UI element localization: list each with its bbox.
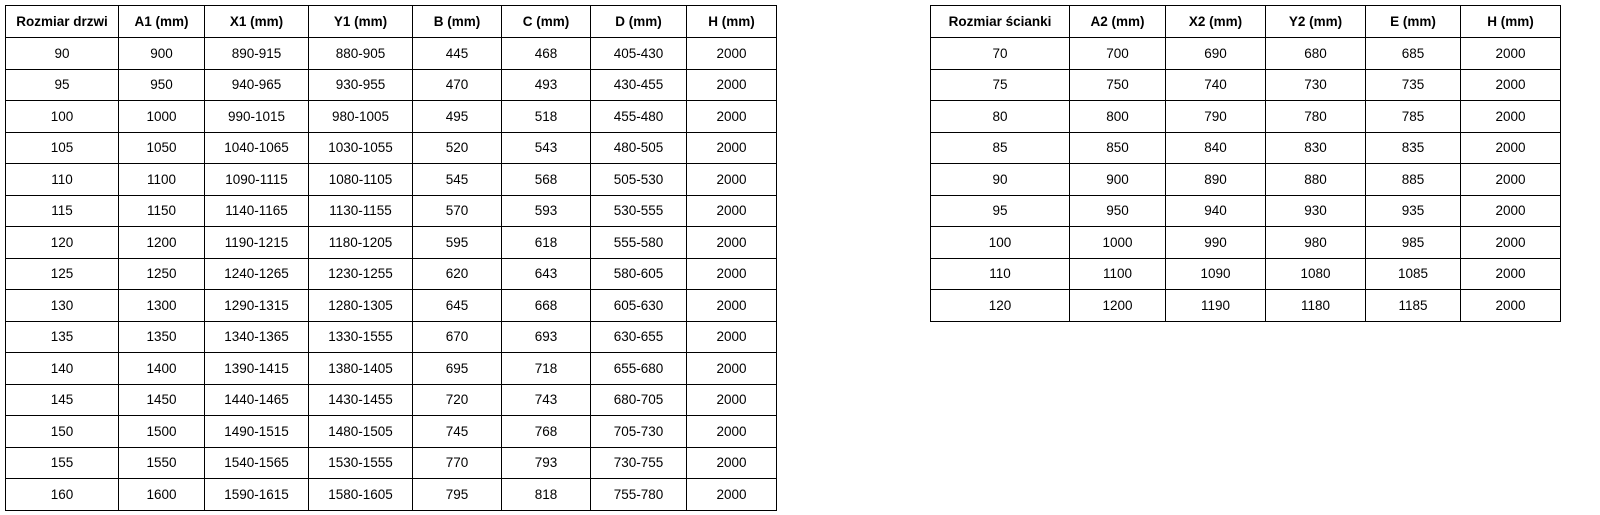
table-cell: 90 — [931, 164, 1070, 196]
table-cell: 950 — [1070, 195, 1166, 227]
table-cell: 2000 — [687, 353, 777, 385]
table-cell: 980-1005 — [309, 101, 413, 133]
table-cell: 830 — [1266, 132, 1366, 164]
table-cell: 120 — [6, 227, 119, 259]
table-cell: 620 — [413, 258, 502, 290]
table-cell: 990 — [1166, 227, 1266, 259]
table-cell: 1580-1605 — [309, 479, 413, 511]
table-cell: 568 — [502, 164, 591, 196]
table-cell: 135 — [6, 321, 119, 353]
wall-table-body — [931, 38, 1561, 322]
table-cell: 670 — [413, 321, 502, 353]
table-cell: 1400 — [119, 353, 205, 385]
table-cell: 1290-1315 — [205, 290, 309, 322]
table-cell: 668 — [502, 290, 591, 322]
column-header: A1 (mm) — [119, 6, 205, 38]
table-cell: 885 — [1366, 164, 1461, 196]
table-cell: 2000 — [1461, 101, 1561, 133]
table-cell: 930-955 — [309, 69, 413, 101]
table-cell: 740 — [1166, 69, 1266, 101]
table-cell: 110 — [6, 164, 119, 196]
table-cell: 1590-1615 — [205, 479, 309, 511]
table-row — [931, 164, 1561, 196]
table-cell: 80 — [931, 101, 1070, 133]
table-cell: 150 — [6, 416, 119, 448]
table-row — [6, 353, 777, 385]
table-cell: 2000 — [687, 416, 777, 448]
table-cell: 705-730 — [591, 416, 687, 448]
column-header: Y2 (mm) — [1266, 6, 1366, 38]
table-cell: 1240-1265 — [205, 258, 309, 290]
table-cell: 1190 — [1166, 290, 1266, 322]
table-cell: 2000 — [1461, 195, 1561, 227]
table-row — [6, 195, 777, 227]
table-row — [6, 384, 777, 416]
table-cell: 115 — [6, 195, 119, 227]
table-cell: 543 — [502, 132, 591, 164]
table-cell: 595 — [413, 227, 502, 259]
table-cell: 2000 — [687, 479, 777, 511]
table-cell: 160 — [6, 479, 119, 511]
table-cell: 1350 — [119, 321, 205, 353]
table-cell: 1180 — [1266, 290, 1366, 322]
table-cell: 405-430 — [591, 38, 687, 70]
table-cell: 2000 — [687, 227, 777, 259]
table-cell: 1540-1565 — [205, 447, 309, 479]
table-cell: 1080-1105 — [309, 164, 413, 196]
table-row — [6, 321, 777, 353]
table-cell: 940 — [1166, 195, 1266, 227]
table-row — [931, 227, 1561, 259]
column-header: H (mm) — [1461, 6, 1561, 38]
table-cell: 718 — [502, 353, 591, 385]
table-row — [931, 38, 1561, 70]
table-cell: 85 — [931, 132, 1070, 164]
table-header-row — [931, 6, 1561, 38]
table-cell: 730 — [1266, 69, 1366, 101]
table-row — [931, 258, 1561, 290]
table-cell: 1430-1455 — [309, 384, 413, 416]
table-row — [931, 69, 1561, 101]
table-cell: 745 — [413, 416, 502, 448]
table-cell: 1250 — [119, 258, 205, 290]
table-cell: 750 — [1070, 69, 1166, 101]
table-cell: 2000 — [687, 164, 777, 196]
table-cell: 1280-1305 — [309, 290, 413, 322]
table-cell: 110 — [931, 258, 1070, 290]
table-cell: 1185 — [1366, 290, 1461, 322]
table-cell: 695 — [413, 353, 502, 385]
wall-dimension-table — [930, 5, 1561, 322]
table-cell: 1100 — [119, 164, 205, 196]
table-cell: 445 — [413, 38, 502, 70]
table-cell: 2000 — [1461, 38, 1561, 70]
table-cell: 75 — [931, 69, 1070, 101]
table-cell: 1190-1215 — [205, 227, 309, 259]
table-cell: 1490-1515 — [205, 416, 309, 448]
table-cell: 785 — [1366, 101, 1461, 133]
table-cell: 800 — [1070, 101, 1166, 133]
table-row — [6, 69, 777, 101]
table-cell: 700 — [1070, 38, 1166, 70]
table-cell: 95 — [931, 195, 1070, 227]
table-cell: 2000 — [687, 69, 777, 101]
table-cell: 1480-1505 — [309, 416, 413, 448]
table-cell: 768 — [502, 416, 591, 448]
table-cell: 468 — [502, 38, 591, 70]
table-cell: 1000 — [119, 101, 205, 133]
table-cell: 1380-1405 — [309, 353, 413, 385]
table-row — [6, 479, 777, 511]
table-cell: 770 — [413, 447, 502, 479]
table-cell: 935 — [1366, 195, 1461, 227]
table-row — [6, 227, 777, 259]
column-header: A2 (mm) — [1070, 6, 1166, 38]
table-cell: 730-755 — [591, 447, 687, 479]
table-cell: 545 — [413, 164, 502, 196]
table-cell: 900 — [1070, 164, 1166, 196]
table-cell: 100 — [6, 101, 119, 133]
table-cell: 580-605 — [591, 258, 687, 290]
table-cell: 495 — [413, 101, 502, 133]
doors-dimension-table — [5, 5, 777, 511]
table-cell: 645 — [413, 290, 502, 322]
table-cell: 818 — [502, 479, 591, 511]
table-cell: 1090-1115 — [205, 164, 309, 196]
table-cell: 795 — [413, 479, 502, 511]
column-header: Rozmiar drzwi — [6, 6, 119, 38]
table-row — [931, 290, 1561, 322]
table-cell: 130 — [6, 290, 119, 322]
table-cell: 755-780 — [591, 479, 687, 511]
table-cell: 1340-1365 — [205, 321, 309, 353]
table-cell: 1085 — [1366, 258, 1461, 290]
table-cell: 2000 — [687, 38, 777, 70]
table-cell: 1150 — [119, 195, 205, 227]
table-cell: 980 — [1266, 227, 1366, 259]
column-header: Y1 (mm) — [309, 6, 413, 38]
table-cell: 2000 — [1461, 290, 1561, 322]
table-cell: 2000 — [1461, 258, 1561, 290]
wall-table-header — [931, 6, 1561, 38]
table-cell: 890-915 — [205, 38, 309, 70]
table-row — [6, 132, 777, 164]
table-cell: 1230-1255 — [309, 258, 413, 290]
table-cell: 105 — [6, 132, 119, 164]
column-header: X2 (mm) — [1166, 6, 1266, 38]
table-cell: 530-555 — [591, 195, 687, 227]
table-cell: 690 — [1166, 38, 1266, 70]
column-header: H (mm) — [687, 6, 777, 38]
table-cell: 493 — [502, 69, 591, 101]
table-cell: 100 — [931, 227, 1070, 259]
table-cell: 2000 — [687, 258, 777, 290]
table-cell: 680-705 — [591, 384, 687, 416]
table-cell: 2000 — [687, 290, 777, 322]
table-cell: 90 — [6, 38, 119, 70]
table-cell: 680 — [1266, 38, 1366, 70]
table-cell: 2000 — [687, 101, 777, 133]
column-header: X1 (mm) — [205, 6, 309, 38]
table-cell: 2000 — [687, 132, 777, 164]
table-cell: 618 — [502, 227, 591, 259]
table-cell: 155 — [6, 447, 119, 479]
table-cell: 455-480 — [591, 101, 687, 133]
table-cell: 1390-1415 — [205, 353, 309, 385]
table-cell: 1200 — [119, 227, 205, 259]
table-cell: 605-630 — [591, 290, 687, 322]
table-row — [6, 290, 777, 322]
table-cell: 1080 — [1266, 258, 1366, 290]
table-cell: 1500 — [119, 416, 205, 448]
table-cell: 835 — [1366, 132, 1461, 164]
table-cell: 480-505 — [591, 132, 687, 164]
doors-table-body — [6, 38, 777, 511]
table-cell: 520 — [413, 132, 502, 164]
table-cell: 95 — [6, 69, 119, 101]
table-cell: 120 — [931, 290, 1070, 322]
table-row — [6, 101, 777, 133]
table-cell: 593 — [502, 195, 591, 227]
table-cell: 880 — [1266, 164, 1366, 196]
table-cell: 1440-1465 — [205, 384, 309, 416]
table-cell: 790 — [1166, 101, 1266, 133]
table-cell: 1180-1205 — [309, 227, 413, 259]
table-cell: 570 — [413, 195, 502, 227]
table-header-row — [6, 6, 777, 38]
table-cell: 1200 — [1070, 290, 1166, 322]
table-cell: 470 — [413, 69, 502, 101]
doors-table-header — [6, 6, 777, 38]
table-cell: 850 — [1070, 132, 1166, 164]
table-cell: 1140-1165 — [205, 195, 309, 227]
table-row — [6, 164, 777, 196]
table-cell: 643 — [502, 258, 591, 290]
table-cell: 1330-1555 — [309, 321, 413, 353]
table-row — [931, 101, 1561, 133]
table-cell: 780 — [1266, 101, 1366, 133]
table-cell: 145 — [6, 384, 119, 416]
table-cell: 2000 — [1461, 164, 1561, 196]
table-cell: 1000 — [1070, 227, 1166, 259]
table-cell: 930 — [1266, 195, 1366, 227]
column-header: B (mm) — [413, 6, 502, 38]
table-cell: 2000 — [687, 321, 777, 353]
table-cell: 1130-1155 — [309, 195, 413, 227]
table-cell: 2000 — [1461, 132, 1561, 164]
table-cell: 950 — [119, 69, 205, 101]
table-cell: 685 — [1366, 38, 1461, 70]
table-cell: 1030-1055 — [309, 132, 413, 164]
table-cell: 125 — [6, 258, 119, 290]
table-cell: 720 — [413, 384, 502, 416]
table-cell: 70 — [931, 38, 1070, 70]
column-header: Rozmiar ścianki — [931, 6, 1070, 38]
table-cell: 1100 — [1070, 258, 1166, 290]
table-row — [931, 195, 1561, 227]
table-cell: 1300 — [119, 290, 205, 322]
table-cell: 630-655 — [591, 321, 687, 353]
table-cell: 743 — [502, 384, 591, 416]
table-row — [6, 447, 777, 479]
table-cell: 1450 — [119, 384, 205, 416]
table-cell: 655-680 — [591, 353, 687, 385]
table-cell: 2000 — [687, 195, 777, 227]
table-cell: 1090 — [1166, 258, 1266, 290]
table-cell: 1050 — [119, 132, 205, 164]
wall-dimension-table-container — [930, 5, 1561, 322]
table-row — [6, 416, 777, 448]
table-cell: 890 — [1166, 164, 1266, 196]
table-cell: 1530-1555 — [309, 447, 413, 479]
column-header: C (mm) — [502, 6, 591, 38]
table-cell: 793 — [502, 447, 591, 479]
table-cell: 2000 — [1461, 227, 1561, 259]
table-cell: 735 — [1366, 69, 1461, 101]
table-cell: 693 — [502, 321, 591, 353]
doors-dimension-table-container — [5, 5, 777, 511]
table-cell: 1040-1065 — [205, 132, 309, 164]
table-cell: 505-530 — [591, 164, 687, 196]
table-row — [931, 132, 1561, 164]
table-cell: 985 — [1366, 227, 1461, 259]
table-cell: 518 — [502, 101, 591, 133]
table-row — [6, 38, 777, 70]
table-cell: 2000 — [1461, 69, 1561, 101]
column-header: E (mm) — [1366, 6, 1461, 38]
table-cell: 2000 — [687, 384, 777, 416]
table-cell: 940-965 — [205, 69, 309, 101]
table-cell: 840 — [1166, 132, 1266, 164]
table-cell: 555-580 — [591, 227, 687, 259]
table-cell: 430-455 — [591, 69, 687, 101]
table-cell: 140 — [6, 353, 119, 385]
table-cell: 900 — [119, 38, 205, 70]
table-cell: 990-1015 — [205, 101, 309, 133]
column-header: D (mm) — [591, 6, 687, 38]
table-row — [6, 258, 777, 290]
table-cell: 1600 — [119, 479, 205, 511]
table-cell: 880-905 — [309, 38, 413, 70]
table-cell: 2000 — [687, 447, 777, 479]
table-cell: 1550 — [119, 447, 205, 479]
